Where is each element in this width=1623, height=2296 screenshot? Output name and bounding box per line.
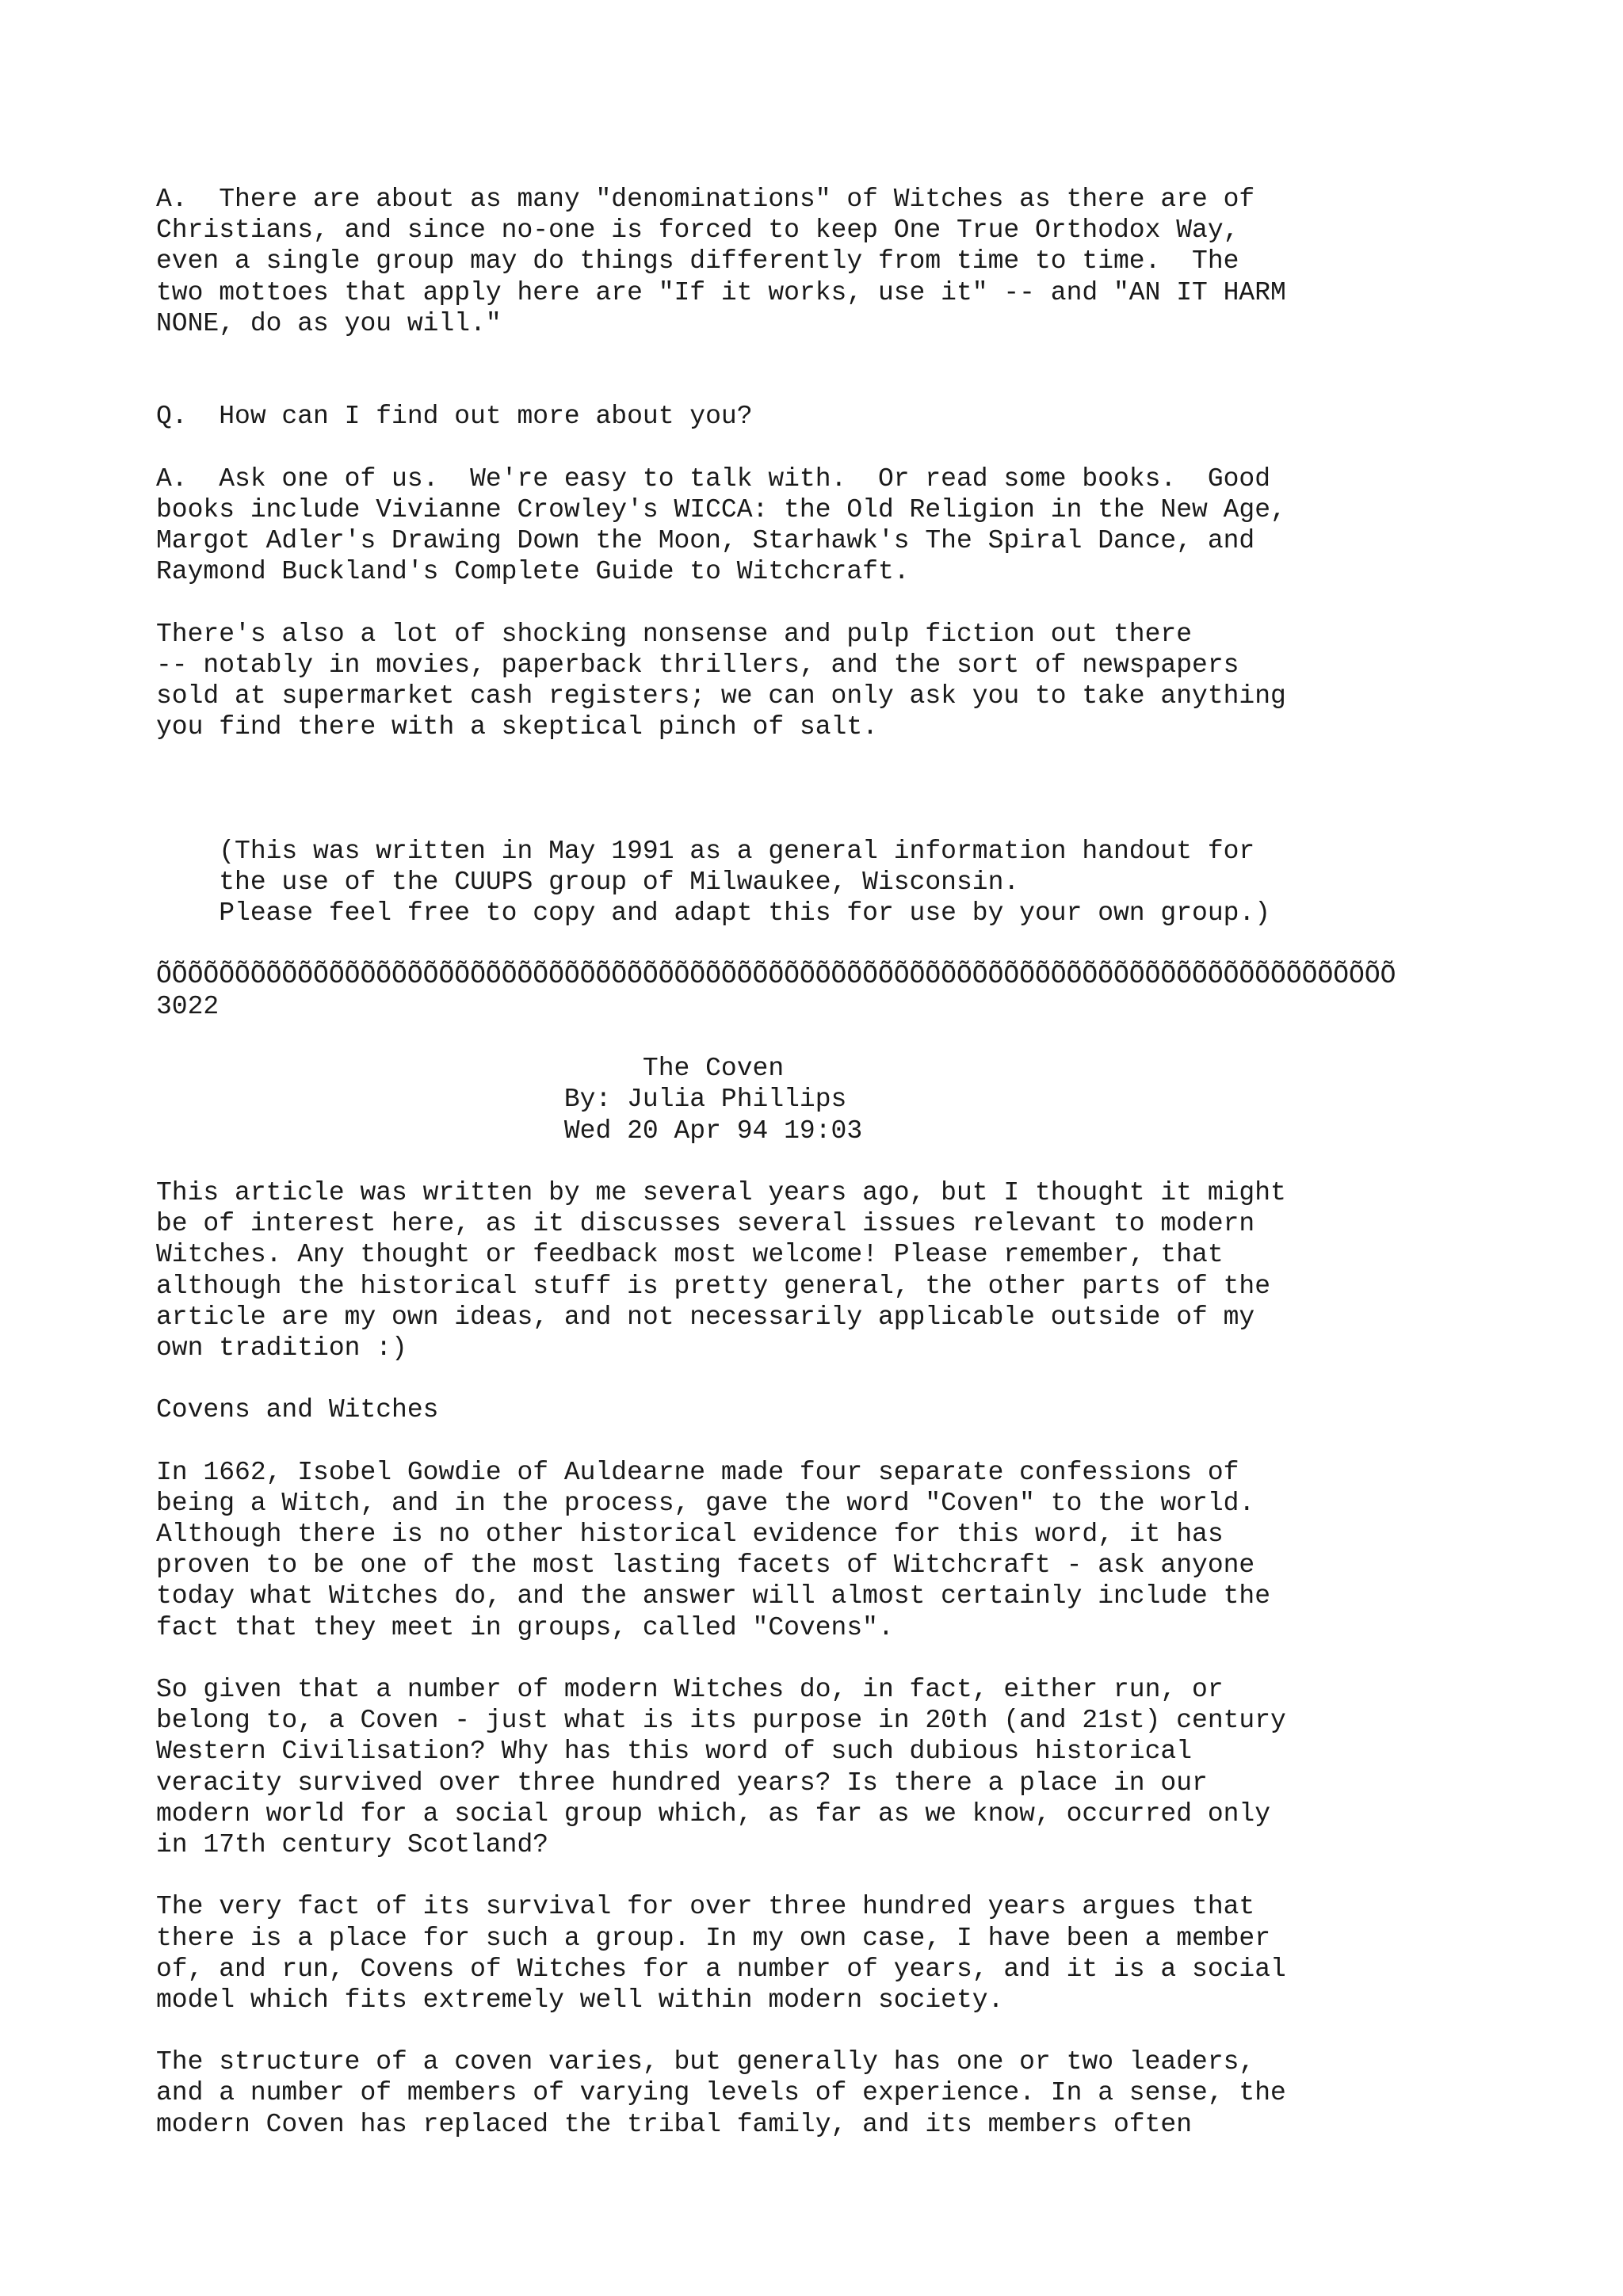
blank-line [156,1363,1583,1394]
blank-line [156,1426,1583,1457]
text-line: books include Vivianne Crowley's WICCA: the Old Religion in the New Age, [156,494,1286,524]
text-line: proven to be one of the most lasting facets of Witchcraft - ask anyone [156,1550,1255,1581]
text-line: -- notably in movies, paperback thrillers, and the sort of newspapers [156,650,1239,680]
text-line: veracity survived over three hundred years? Is there a place in our [156,1768,1208,1798]
text-line: the use of the CUUPS group of Milwaukee, Wisconsin. [156,868,1020,898]
blank-line [156,339,1583,370]
text-line: today what Witches do, and the answer will almost certainly include the [156,1581,1271,1611]
text-line: Please feel free to copy and adapt this for use by your own group.) [156,898,1271,929]
text-line: modern Coven has replaced the tribal family, and its members often [156,2109,1193,2139]
blank-line [156,370,1583,401]
text-line: NONE, do as you will." [156,308,502,338]
blank-line [156,433,1583,463]
blank-line [156,742,1583,773]
blank-line [156,1022,1583,1053]
text-line: fact that they meet in groups, called "Covens". [156,1612,894,1642]
blank-line [156,1146,1583,1177]
text-line: Although there is no other historical evidence for this word, it has [156,1520,1224,1550]
text-line: sold at supermarket cash registers; we can only ask you to take anything [156,681,1286,711]
text-line: The structure of a coven varies, but generally has one or two leaders, [156,2047,1255,2077]
text-line: By: Julia Phillips [156,1085,847,1115]
text-line: This article was written by me several years ago, but I thought it might [156,1178,1286,1207]
text-line: The very fact of its survival for over three hundred years argues that [156,1892,1255,1922]
text-line: 3022 [156,991,220,1021]
blank-line [156,805,1583,836]
text-line: although the historical stuff is pretty general, the other parts of the [156,1271,1271,1301]
text-line: there is a place for such a group. In my own case, I have been a member [156,1923,1271,1953]
text-line: article are my own ideas, and not necessarily applicable outside of my [156,1302,1255,1332]
text-line: A. Ask one of us. We're easy to talk with. Or read some books. Good [156,463,1271,494]
text-line: be of interest here, as it discusses several issues relevant to modern [156,1209,1255,1239]
text-line: in 17th century Scotland? [156,1829,549,1859]
text-line: Q. How can I find out more about you? [156,402,753,432]
document-page [156,184,1583,2140]
text-line: of, and run, Covens of Witches for a number of years, and it is a social [156,1954,1286,1984]
text-line: Covens and Witches [156,1395,439,1425]
blank-line [156,929,1583,960]
text-line: ÕÕÕÕÕÕÕÕÕÕÕÕÕÕÕÕÕÕÕÕÕÕÕÕÕÕÕÕÕÕÕÕÕÕÕÕÕÕÕÕÕÕÕÕÕÕÕÕÕÕÕÕÕÕÕÕÕÕÕÕÕÕÕÕÕÕÕÕÕÕÕÕÕÕÕÕÕÕÕ [156,960,1396,990]
text-line: In 1662, Isobel Gowdie of Auldearne made four separate confessions of [156,1457,1239,1487]
blank-line [156,774,1583,805]
text-line: Wed 20 Apr 94 19:03 [156,1116,863,1146]
blank-line [156,587,1583,618]
text-line: and a number of members of varying levels of experience. In a sense, the [156,2078,1286,2108]
text-line: Christians, and since no-one is forced to keep One True Orthodox Way, [156,215,1239,246]
text-line: Witches. Any thought or feedback most welcome! Please remember, that [156,1240,1224,1270]
text-line: Raymond Buckland's Complete Guide to Witchcraft. [156,557,910,587]
text-line: belong to, a Coven - just what is its purpose in 20th (and 21st) century [156,1706,1286,1736]
text-line: There's also a lot of shocking nonsense and pulp fiction out there [156,619,1193,649]
text-line: you find there with a skeptical pinch of salt. [156,712,878,742]
blank-line [156,1860,1583,1891]
text-line: Margot Adler's Drawing Down the Moon, Starhawk's The Spiral Dance, and [156,526,1255,556]
text-line: being a Witch, and in the process, gave the word "Coven" to the world. [156,1488,1255,1518]
text-line: model which fits extremely well within modern society. [156,1985,1004,2015]
text-line: two mottoes that apply here are "If it works, use it" -- and "AN IT HARM [156,277,1286,307]
text-line: own tradition :) [156,1333,407,1363]
text-line: even a single group may do things differently from time to time. The [156,246,1239,277]
text-line: So given that a number of modern Witches do, in fact, either run, or [156,1675,1224,1704]
text-line: A. There are about as many "denominations" of Witches as there are of [156,185,1255,214]
blank-line [156,2016,1583,2046]
text-line: modern world for a social group which, as far as we know, occurred only [156,1798,1271,1829]
text-line: The Coven [156,1054,785,1084]
text-line: (This was written in May 1991 as a general information handout for [156,836,1255,866]
text-line: Western Civilisation? Why has this word of such dubious historical [156,1737,1193,1767]
blank-line [156,1643,1583,1674]
